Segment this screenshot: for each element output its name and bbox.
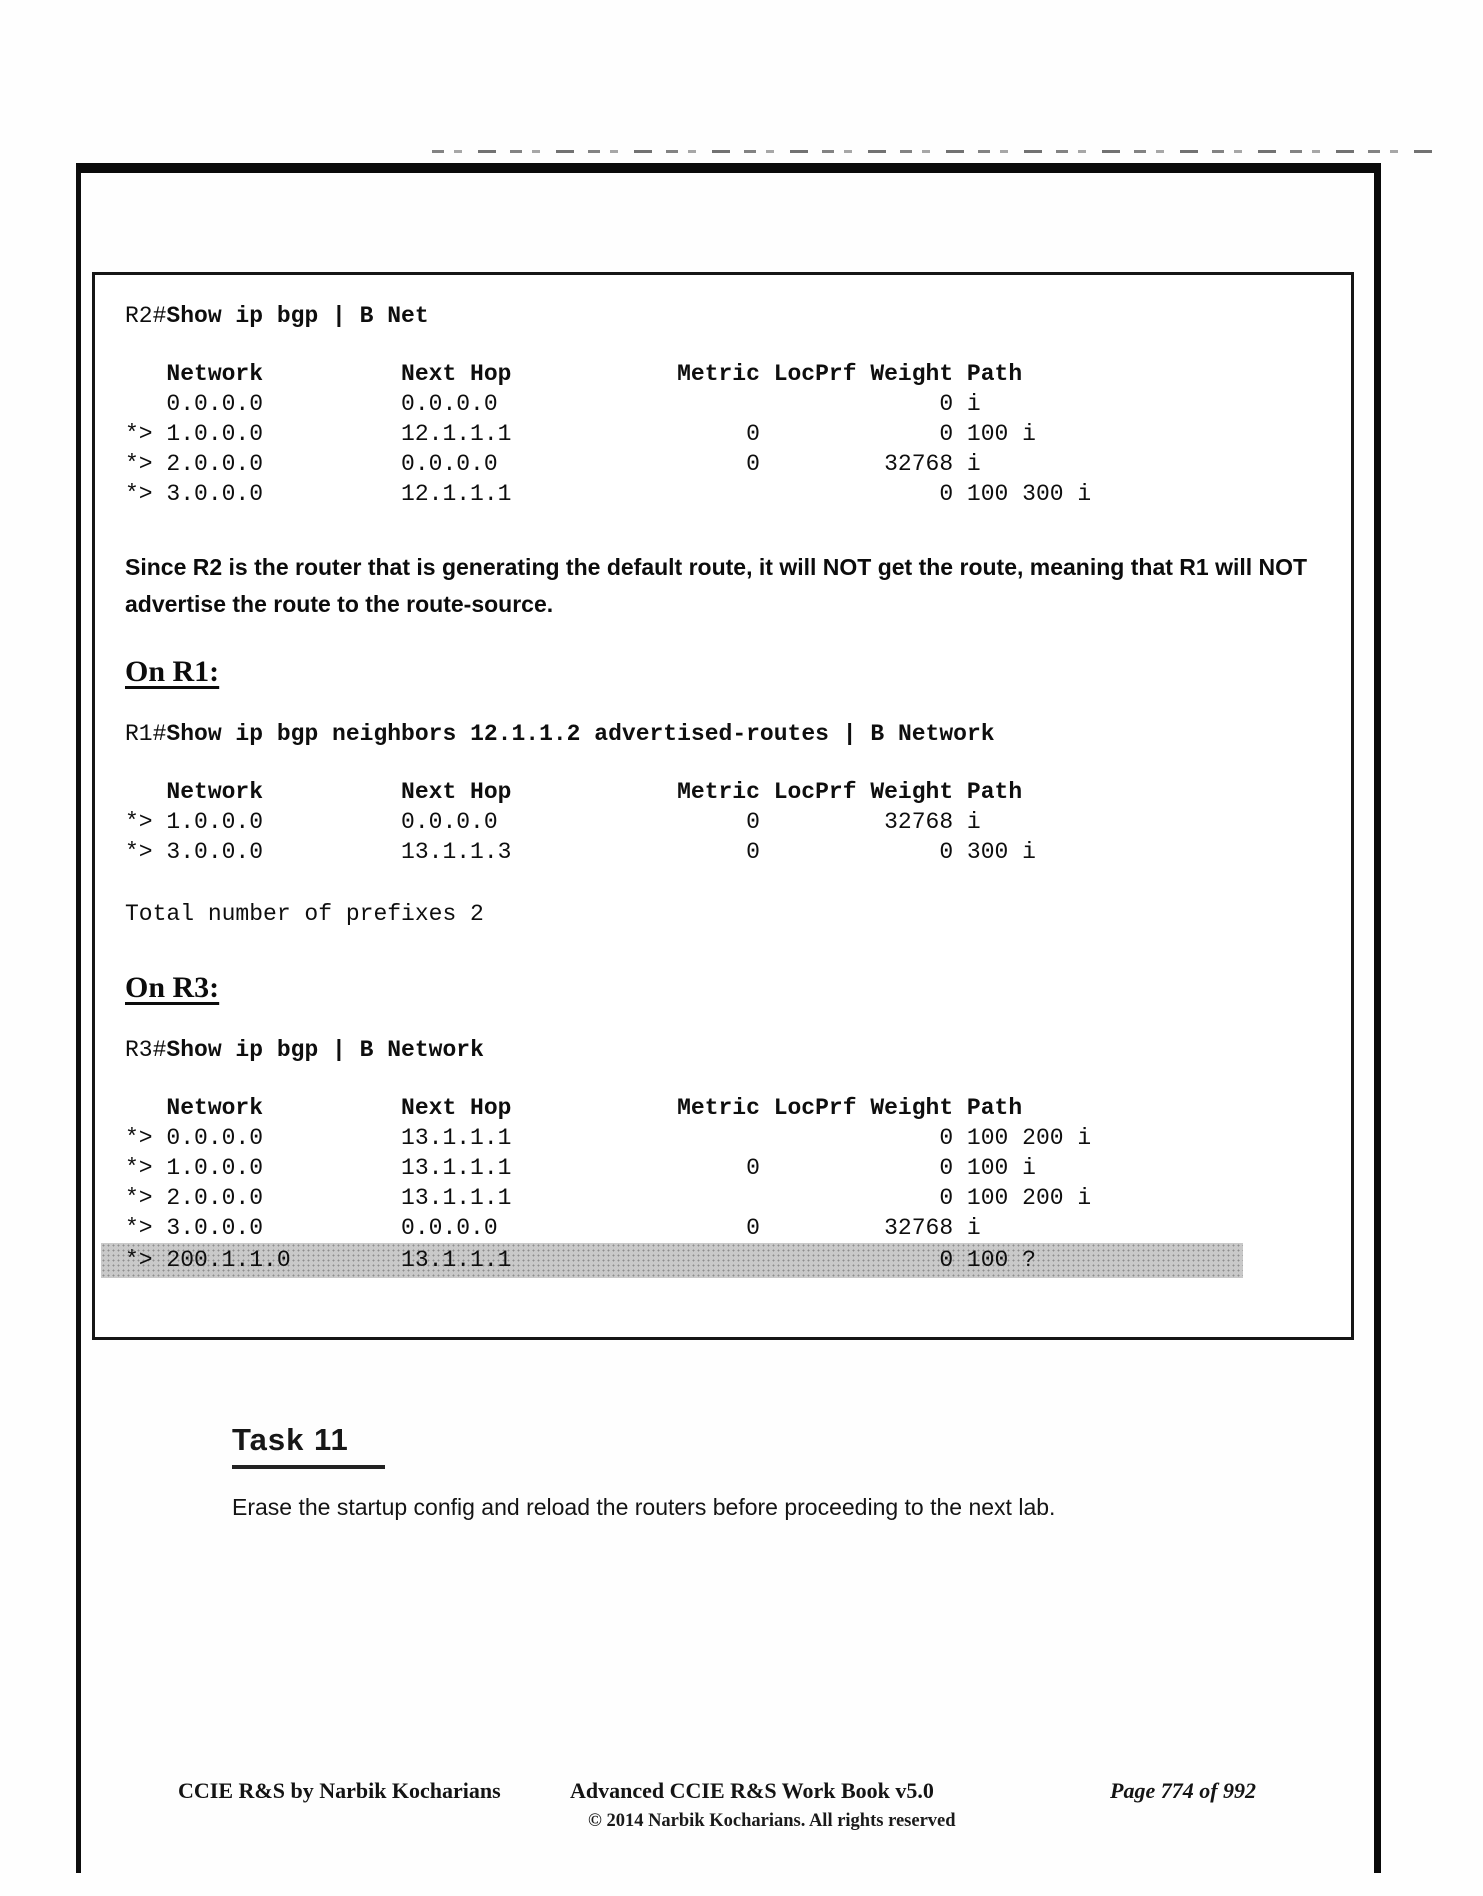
task-description: Erase the startup config and reload the routers before proceeding to the next lab.	[232, 1494, 1056, 1520]
on-r1-heading: On R1:	[125, 655, 220, 688]
bgp-highlighted-row: *> 200.1.1.0 13.1.1.1 0 100 ?	[101, 1243, 1243, 1278]
r2-command-line	[125, 301, 1351, 331]
r3-command: Show ip bgp | B Network	[166, 1037, 484, 1063]
bgp-table-line: *> 1.0.0.0 13.1.1.1 0 0 100 i	[125, 1155, 1036, 1181]
bgp-table-line: *> 3.0.0.0 0.0.0.0 0 32768 i	[125, 1215, 981, 1241]
footer-author: CCIE R&S by Narbik Kocharians	[178, 1778, 501, 1803]
r2-prompt: R2#	[125, 303, 167, 329]
r1-prompt: R1#	[125, 721, 167, 747]
bgp-table-line: *> 3.0.0.0 12.1.1.1 0 100 300 i	[125, 481, 1092, 507]
bgp-table-line: Network Next Hop Metric LocPrf Weight Path	[125, 779, 1023, 805]
r3-prompt: R3#	[125, 1037, 167, 1063]
bgp-table-line: *> 0.0.0.0 13.1.1.1 0 100 200 i	[125, 1125, 1092, 1151]
r1-command: Show ip bgp neighbors 12.1.1.2 advertised-routes | B Network	[166, 721, 995, 747]
footer-book-title: Advanced CCIE R&S Work Book v5.0	[570, 1778, 934, 1803]
bgp-table-line: *> 1.0.0.0 0.0.0.0 0 32768 i	[125, 809, 981, 835]
bgp-table-line: Network Next Hop Metric LocPrf Weight Path	[125, 361, 1023, 387]
task-title: Task 11	[232, 1422, 385, 1469]
r3-command-line	[125, 1035, 1351, 1065]
r3-bgp-table	[125, 1093, 1351, 1278]
on-r3-heading: On R3:	[125, 971, 220, 1004]
bgp-table-line: *> 2.0.0.0 0.0.0.0 0 32768 i	[125, 451, 981, 477]
r2-bgp-table	[125, 359, 1351, 509]
r1-command-line	[125, 719, 1351, 749]
terminal-output-box	[92, 272, 1354, 1340]
bgp-table-line: Network Next Hop Metric LocPrf Weight Path	[125, 1095, 1023, 1121]
footer-page-number: Page 774 of 992	[1110, 1778, 1257, 1803]
explanation-note: Since R2 is the router that is generating the default route, it will NOT get the route, meaning that R1 will NOT advertise the route to the route-source.	[125, 554, 1308, 617]
r2-command: Show ip bgp | B Net	[166, 303, 429, 329]
r1-prefix-summary: Total number of prefixes 2	[125, 901, 484, 927]
bgp-table-line: *> 3.0.0.0 13.1.1.3 0 0 300 i	[125, 839, 1036, 865]
bgp-table-line: *> 2.0.0.0 13.1.1.1 0 100 200 i	[125, 1185, 1092, 1211]
bgp-table-line: *> 1.0.0.0 12.1.1.1 0 0 100 i	[125, 421, 1036, 447]
bgp-table-line: 0.0.0.0 0.0.0.0 0 i	[125, 391, 981, 417]
scan-artifact-line	[432, 150, 1440, 153]
r1-bgp-table	[125, 777, 1351, 867]
footer-copyright: © 2014 Narbik Kocharians. All rights reserved	[588, 1811, 956, 1831]
